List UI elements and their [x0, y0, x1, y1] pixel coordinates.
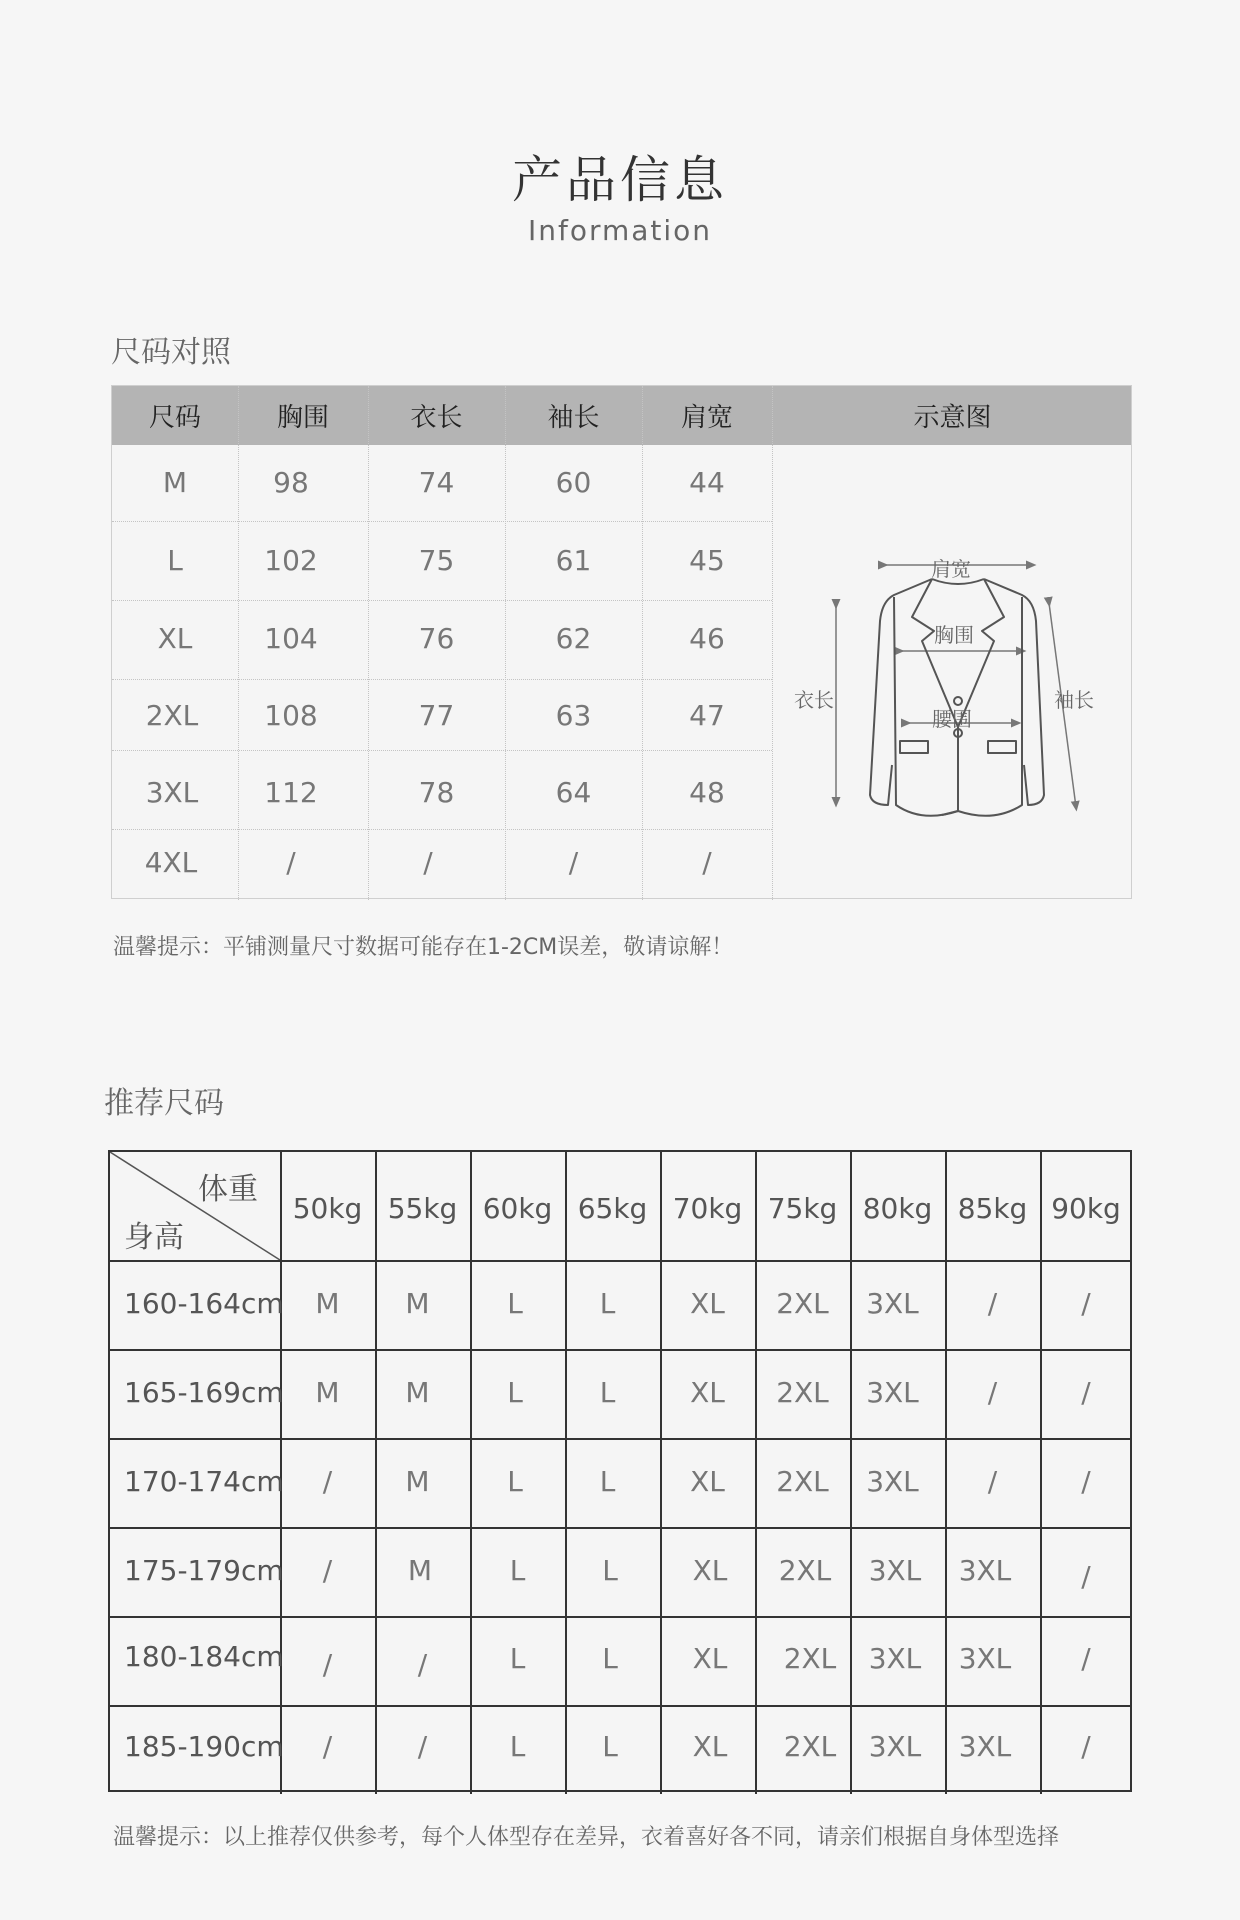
- height-label: 175-179cm: [124, 1554, 284, 1587]
- shoulder-cell: /: [702, 846, 712, 879]
- size-cell: L: [599, 1465, 616, 1498]
- height-label: 185-190cm: [124, 1730, 284, 1763]
- size-chart-note: 温馨提示：平铺测量尺寸数据可能存在1-2CM误差，敬请谅解！: [113, 935, 734, 960]
- size-cell: XL: [692, 1642, 728, 1675]
- size-cell: XL: [692, 1730, 728, 1763]
- size-cell: 2XL: [776, 1376, 829, 1409]
- row-divider: [112, 600, 772, 601]
- sleeve-cell: 60: [555, 466, 592, 499]
- size-cell: /: [417, 1648, 428, 1681]
- size-cell: L: [602, 1642, 618, 1675]
- size-cell: L: [509, 1554, 526, 1587]
- shoulder-label: 肩宽: [931, 557, 971, 581]
- size-cell: /: [322, 1554, 333, 1587]
- column-header: 示意图: [913, 403, 992, 433]
- size-cell: /: [987, 1465, 998, 1498]
- shoulder-cell: 45: [689, 544, 725, 577]
- height-label: 170-174cm: [124, 1465, 284, 1498]
- size-cell: /: [417, 1730, 428, 1763]
- chest-cell: 98: [273, 466, 309, 499]
- height-label: 165-169cm: [124, 1376, 284, 1409]
- size-cell: L: [509, 1730, 526, 1763]
- weight-header: 80kg: [862, 1192, 933, 1225]
- size-cell: L: [602, 1554, 618, 1587]
- size-cell: 3XL: [958, 1642, 1012, 1675]
- row-divider: [112, 829, 772, 830]
- size-cell: 2XL: [145, 699, 199, 732]
- size-cell: 3XL: [866, 1376, 919, 1409]
- jacket-illustration-icon: [772, 445, 1133, 899]
- size-cell: /: [1081, 1376, 1091, 1409]
- size-cell: /: [1081, 1287, 1091, 1320]
- size-cell: M: [405, 1376, 430, 1409]
- size-cell: /: [1081, 1560, 1091, 1593]
- weight-header: 60kg: [482, 1192, 553, 1225]
- length-cell: 74: [418, 466, 455, 499]
- size-cell: M: [407, 1554, 433, 1587]
- row-divider: [112, 750, 772, 751]
- sleeve-cell: 64: [555, 776, 592, 809]
- recommend-title: 推荐尺码: [104, 1086, 224, 1121]
- size-cell: /: [1081, 1730, 1091, 1763]
- size-cell: 3XL: [958, 1554, 1012, 1587]
- size-cell: 3XL: [958, 1730, 1012, 1763]
- weight-header: 85kg: [957, 1192, 1028, 1225]
- shoulder-cell: 46: [689, 622, 725, 655]
- page-title: 产品信息: [512, 151, 728, 209]
- size-cell: 3XL: [145, 776, 199, 809]
- row-divider: [110, 1527, 1130, 1529]
- shoulder-cell: 48: [689, 776, 725, 809]
- size-cell: /: [322, 1648, 333, 1681]
- weight-header: 75kg: [767, 1192, 838, 1225]
- row-divider: [110, 1260, 1130, 1262]
- length-cell: 75: [418, 544, 455, 577]
- shoulder-cell: 47: [689, 699, 725, 732]
- weight-header: 65kg: [577, 1192, 648, 1225]
- sleeve-cell: 63: [555, 699, 592, 732]
- size-cell: XL: [157, 622, 193, 655]
- column-header: 胸围: [276, 403, 329, 433]
- size-cell: L: [507, 1465, 523, 1498]
- length-cell: /: [423, 846, 433, 879]
- weight-header: 90kg: [1051, 1192, 1121, 1225]
- length-cell: 77: [418, 699, 455, 732]
- recommend-table: [108, 1150, 1132, 1792]
- chest-label: 胸围: [934, 623, 974, 647]
- size-chart-header: [112, 386, 1131, 445]
- row-divider: [110, 1705, 1130, 1707]
- size-cell: XL: [690, 1376, 725, 1409]
- size-cell: 3XL: [868, 1642, 922, 1675]
- size-cell: L: [167, 544, 183, 577]
- column-header: 衣长: [410, 403, 463, 433]
- chest-cell: /: [286, 846, 296, 879]
- page-subtitle: Information: [527, 214, 713, 247]
- column-header: 袖长: [547, 403, 600, 433]
- size-cell: L: [602, 1730, 618, 1763]
- size-cell: /: [1081, 1642, 1091, 1675]
- column-header: 肩宽: [680, 403, 733, 433]
- size-chart-table: [111, 385, 1132, 899]
- chest-cell: 108: [264, 699, 318, 732]
- size-cell: L: [507, 1287, 523, 1320]
- size-cell: 3XL: [868, 1730, 922, 1763]
- sleeve-label: 袖长: [1054, 688, 1094, 712]
- size-cell: L: [507, 1376, 523, 1409]
- chest-cell: 102: [264, 544, 318, 577]
- size-cell: /: [322, 1465, 333, 1498]
- size-cell: L: [599, 1287, 616, 1320]
- sleeve-cell: 62: [555, 622, 592, 655]
- size-cell: 3XL: [866, 1287, 919, 1320]
- row-divider: [110, 1616, 1130, 1618]
- shoulder-cell: 44: [689, 466, 725, 499]
- weight-header: 70kg: [672, 1192, 743, 1225]
- length-cell: 76: [418, 622, 455, 655]
- size-cell: XL: [692, 1554, 728, 1587]
- size-cell: L: [599, 1376, 616, 1409]
- size-cell: 2XL: [783, 1730, 837, 1763]
- size-chart-title: 尺码对照: [111, 335, 231, 370]
- row-divider: [110, 1349, 1130, 1351]
- size-cell: M: [405, 1465, 430, 1498]
- size-cell: XL: [690, 1465, 725, 1498]
- recommend-note: 温馨提示：以上推荐仅供参考，每个人体型存在差异，衣着喜好各不同，请亲们根据自身体型选择: [113, 1825, 1060, 1850]
- size-cell: XL: [690, 1287, 725, 1320]
- row-divider: [112, 679, 772, 680]
- weight-header: 55kg: [387, 1192, 458, 1225]
- sleeve-cell: /: [568, 846, 579, 879]
- size-cell: 3XL: [866, 1465, 919, 1498]
- size-cell: 2XL: [783, 1642, 837, 1675]
- corner-weight-label: 体重: [198, 1172, 258, 1207]
- chest-cell: 104: [264, 622, 318, 655]
- jacket-diagram: [772, 445, 1133, 899]
- height-label: 160-164cm: [124, 1287, 284, 1320]
- height-label: 180-184cm: [124, 1640, 284, 1673]
- size-cell: /: [322, 1730, 333, 1763]
- length-cell: 78: [418, 776, 455, 809]
- size-cell: /: [987, 1376, 998, 1409]
- size-cell: M: [315, 1376, 340, 1409]
- size-cell: 2XL: [778, 1554, 832, 1587]
- corner-height-label: 身高: [124, 1220, 184, 1255]
- size-cell: M: [162, 466, 188, 499]
- length-label: 衣长: [794, 688, 834, 712]
- size-cell: /: [1081, 1465, 1091, 1498]
- size-cell: 3XL: [868, 1554, 922, 1587]
- size-cell: M: [315, 1287, 340, 1320]
- column-header: 尺码: [148, 403, 201, 433]
- waist-label: 腰围: [932, 707, 972, 731]
- row-divider: [112, 521, 772, 522]
- sleeve-cell: 61: [555, 544, 592, 577]
- row-divider: [110, 1438, 1130, 1440]
- chest-cell: 112: [264, 776, 318, 809]
- size-cell: 4XL: [144, 846, 198, 879]
- size-cell: /: [987, 1287, 998, 1320]
- size-cell: L: [509, 1642, 526, 1675]
- size-cell: M: [405, 1287, 430, 1320]
- size-cell: 2XL: [776, 1465, 829, 1498]
- size-cell: 2XL: [776, 1287, 829, 1320]
- weight-header: 50kg: [292, 1192, 363, 1225]
